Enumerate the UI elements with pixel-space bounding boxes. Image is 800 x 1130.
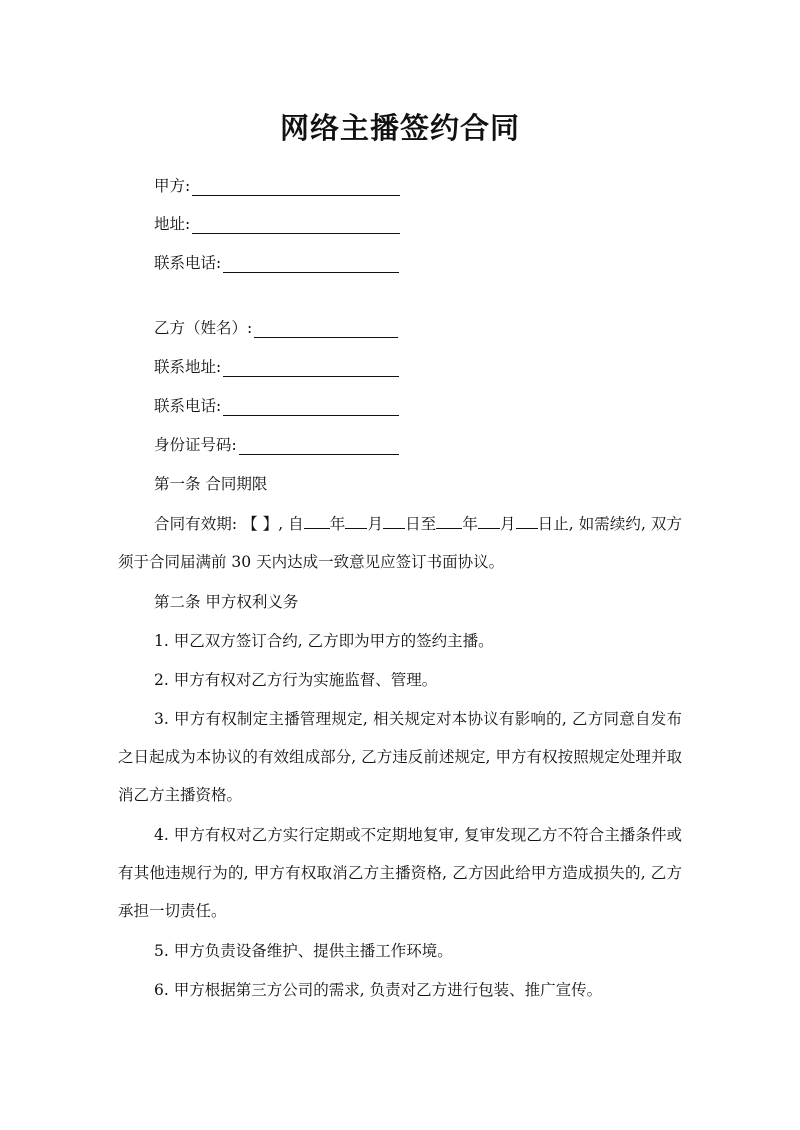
party-b-phone-label: 联系电话:: [154, 397, 222, 415]
article-2-item: 4. 甲方有权对乙方实行定期或不定期地复审, 复审发现乙方不符合主播条件或有其他违规行为的, 甲方有权取消乙方主播资格, 乙方因此给甲方造成损失的, 乙方承担一切责任。: [118, 826, 682, 920]
start-month-blank: [345, 512, 367, 529]
term-month2-label: 月: [499, 515, 516, 533]
term-text-end: 日止, 如需续约, 双方须于合同届满前 30 天内达成一致意见应签订书面协议。: [118, 515, 682, 571]
party-b-address-label: 联系地址:: [154, 358, 222, 376]
article-2-item: 5. 甲方负责设备维护、提供主播工作环境。: [154, 942, 453, 960]
article-2-heading: 第二条 甲方权利义务: [154, 593, 299, 611]
party-a-phone-field: [154, 253, 399, 273]
party-b-name-label: 乙方（姓名）:: [154, 319, 253, 337]
start-day-blank: [383, 512, 405, 529]
term-year-label: 年: [329, 515, 346, 533]
party-b-phone-field: [154, 396, 399, 416]
party-a-name-blank: [192, 178, 400, 196]
party-a-phone-blank: [223, 255, 399, 273]
document-title: 网络主播签约合同: [279, 111, 520, 145]
party-b-id-blank: [239, 437, 399, 455]
party-b-name-field: [154, 318, 398, 338]
party-a-address-field: [154, 214, 400, 234]
article-2-item: 2. 甲方有权对乙方行为实施监督、管理。: [154, 671, 438, 689]
party-b-id-field: [154, 435, 399, 455]
party-a-address-blank: [192, 216, 400, 234]
start-year-blank: [304, 512, 330, 529]
end-year-blank: [436, 512, 462, 529]
term-month-label: 月: [367, 515, 384, 533]
term-text-start: 合同有效期: 【 】, 自: [154, 515, 304, 533]
article-2-item: 1. 甲乙双方签订合约, 乙方即为甲方的签约主播。: [154, 632, 494, 650]
end-day-blank: [516, 512, 538, 529]
article-1-paragraph: [118, 505, 682, 581]
party-b-id-label: 身份证号码:: [154, 436, 237, 454]
party-a-address-label: 地址:: [154, 215, 191, 233]
party-b-phone-blank: [223, 398, 399, 416]
end-month-blank: [478, 512, 500, 529]
party-a-name-label: 甲方:: [154, 177, 191, 195]
article-1-heading: 第一条 合同期限: [154, 475, 268, 493]
party-a-name-field: [154, 176, 400, 196]
party-b-address-blank: [223, 359, 399, 377]
party-b-address-field: [154, 357, 399, 377]
article-2-item: 3. 甲方有权制定主播管理规定, 相关规定对本协议有影响的, 乙方同意自发布之日起成为本协议的有效组成部分, 乙方违反前述规定, 甲方有权按照规定处理并取消乙方主播资格。: [118, 710, 682, 804]
article-2-item: 6. 甲方根据第三方公司的需求, 负责对乙方进行包装、推广宣传。: [154, 981, 603, 999]
term-year2-label: 年: [462, 515, 478, 533]
party-a-phone-label: 联系电话:: [154, 254, 222, 272]
party-b-name-blank: [254, 320, 398, 338]
term-day-to-label: 日至: [405, 515, 437, 533]
